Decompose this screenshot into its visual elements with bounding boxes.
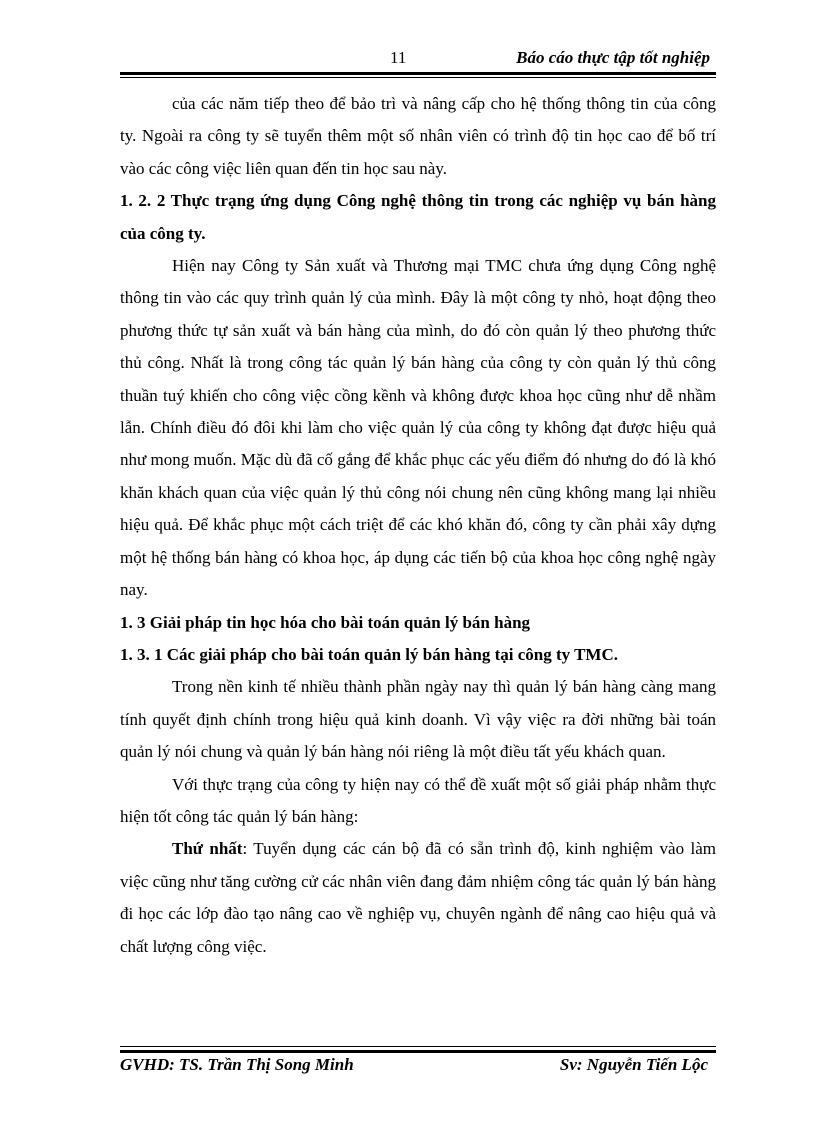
heading-1-2-2: 1. 2. 2 Thực trạng ứng dụng Công nghệ thông tin trong các nghiệp vụ bán hàng của công ty.: [120, 191, 716, 243]
page-number: 11: [390, 48, 407, 67]
paragraph-1: của các năm tiếp theo để bảo trì và nâng cấp cho hệ thống thông tin của công ty. Ngoài ra công ty sẽ tuyển thêm một số nhân viên có trình độ tin học cao để bố trí vào các công việc liên quan đến tin học sau này.: [120, 94, 716, 178]
paragraph-3: Trong nền kinh tế nhiều thành phần ngày nay thì quản lý bán hàng càng mang tính quyết định chính trong hiệu quả kinh doanh. Vì vậy việc ra đời những bài toán quản lý nói chung và quản lý bán hàng nói riêng là một điều tất yếu khách quan.: [120, 677, 716, 762]
paragraph-2: Hiện nay Công ty Sản xuất và Thương mại TMC chưa ứng dụng Công nghệ thông tin vào các quy trình quản lý của mình. Đây là một công ty nhỏ, hoạt động theo phương thức tự sản xuất và bán hàng của mình, do đó còn quản lý theo phương thức thủ công. Nhất là trong công tác quản lý bán hàng của công ty còn quản lý thủ công thuần tuý khiến cho công việc cồng kềnh và không được khoa học cũng như dễ nhầm lẫn. Chính điều đó đôi khi làm cho việc quản lý của công ty không đạt được hiệu quả như mong muốn. Mặc dù đã cố gắng để khắc phục các yếu điểm đó nhưng do đó là khó khăn khách quan của việc quản lý thủ công nói chung nên cũng không mang lại nhiều hiệu quả. Để khắc phục một cách triệt để các khó khăn đó, công ty cần phải xây dựng một hệ thống bán hàng có khoa học, áp dụng các tiến bộ của khoa học công nghệ ngày nay.: [120, 256, 716, 600]
page-body: [120, 88, 716, 963]
report-title: Báo cáo thực tập tốt nghiệp: [516, 48, 710, 67]
page-footer: [120, 1055, 716, 1079]
heading-1-3-1: 1. 3. 1 Các giải pháp cho bài toán quản lý bán hàng tại công ty TMC.: [120, 644, 618, 664]
paragraph-5-text: : Tuyển dụng các cán bộ đã có sẵn trình độ, kinh nghiệm vào làm việc cũng như tăng cường cử các nhân viên đang đảm nhiệm công tác quản lý bán hàng đi học các lớp đào tạo nâng cao về nghiệp vụ, chuyên ngành để nâng cao hiệu quả và chất lượng công việc.: [120, 839, 716, 956]
header-rule-thin: [120, 77, 716, 78]
paragraph-5-lead: Thứ nhất: [172, 839, 243, 859]
paragraph-4: Với thực trạng của công ty hiện nay có thể đề xuất một số giải pháp nhằm thực hiện tốt công tác quản lý bán hàng:: [120, 774, 716, 826]
student-name: Sv: Nguyễn Tiến Lộc: [559, 1055, 708, 1074]
heading-1-3: 1. 3 Giải pháp tin học hóa cho bài toán quản lý bán hàng: [120, 612, 531, 632]
footer-rule-thin: [120, 1046, 716, 1047]
footer-rule-thick: [120, 1050, 716, 1053]
advisor-name: GVHD: TS. Trần Thị Song Minh: [120, 1055, 354, 1074]
page-header: [120, 48, 716, 70]
header-rule-thick: [120, 72, 716, 75]
paragraph-5: [120, 833, 716, 963]
